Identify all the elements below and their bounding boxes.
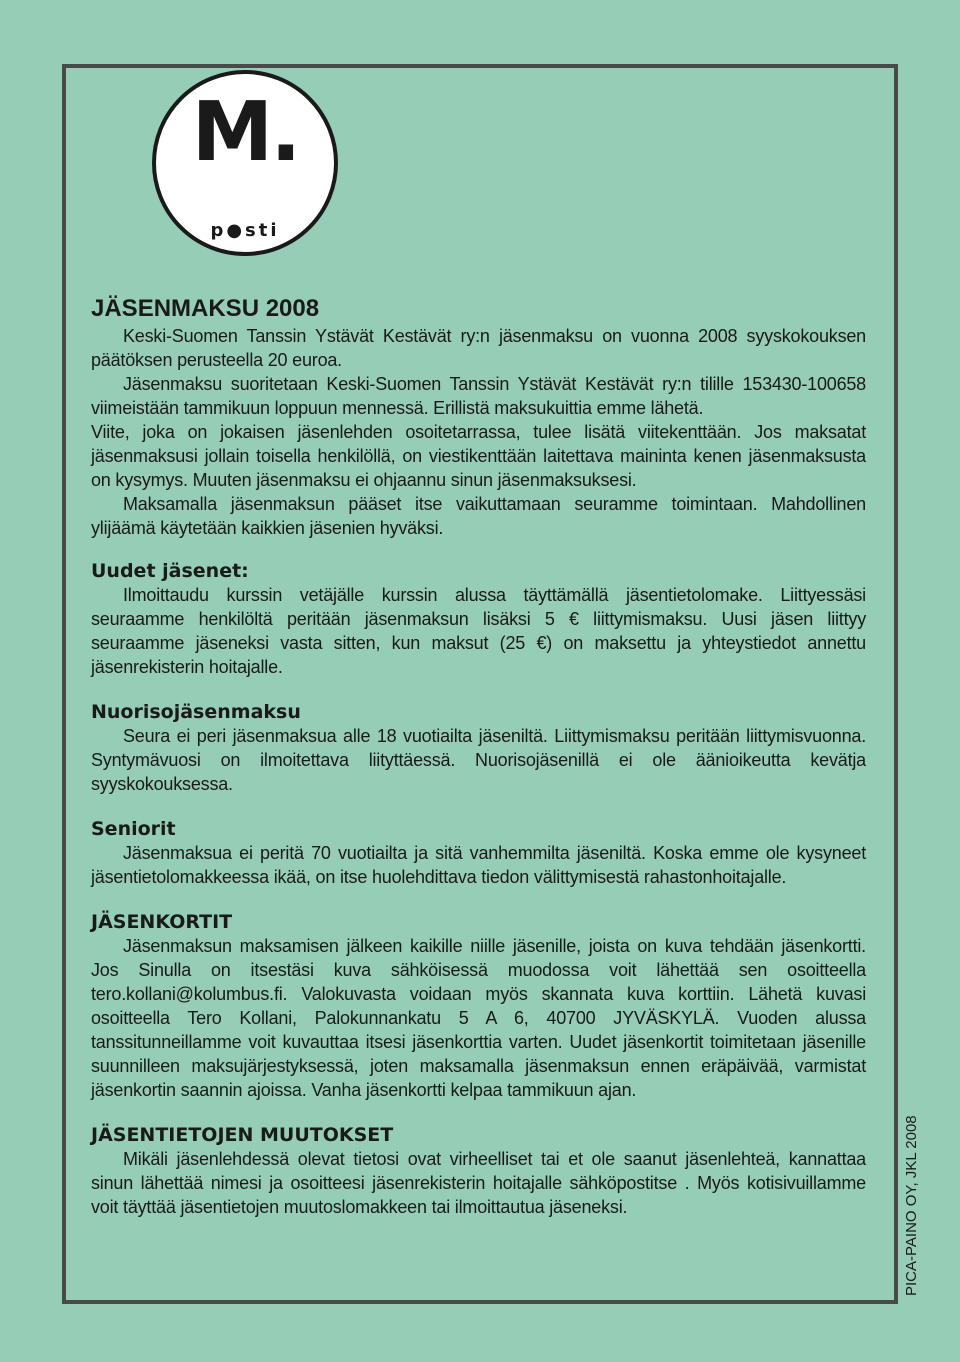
section-title: Seniorit bbox=[91, 818, 176, 840]
paragraph: Jäsenmaksun maksamisen jälkeen kaikille niille jäsenille, joista on kuva tehdään jäsenkortti. Jos Sinulla on itsestäsi kuva sähköisessä muodossa voit lähettää sen osoitteella tero.kollani@kolumbus.fi. Valokuvasta voidaan myös skannata kuva korttiin. Lähetä kuvasi osoitteella Tero Kollani, Palokunnankatu 5 A 6, 40700 JYVÄSKYLÄ. Vuoden alussa tanssitunneillamme voit kuvauttaa itsesi jäsenkorttia varten. Uudet jäsenkortit toimitetaan jäsenille suunnilleen maksujärjestyksessä, joten maksamalla jäsenmaksun ennen eräpäivää, varmistat jäsenkortin saannin ajoissa. Vanha jäsenkortti kelpaa tammikuun ajan. bbox=[91, 936, 866, 1100]
section-info-changes bbox=[91, 1123, 866, 1219]
section-membership-fee bbox=[91, 294, 866, 540]
section-new-members bbox=[91, 559, 866, 679]
section-title: JÄSENKORTIT bbox=[91, 911, 233, 933]
section-member-cards bbox=[91, 910, 866, 1102]
printer-imprint: PICA-PAINO OY, JKL 2008 bbox=[903, 1115, 920, 1296]
section-seniors bbox=[91, 817, 866, 889]
document-body bbox=[91, 294, 866, 1240]
mposti-logo bbox=[152, 70, 338, 256]
paragraph: Viite, joka on jokaisen jäsenlehden osoitetarrassa, tulee lisätä viitekenttään. Jos maksatat jäsenmaksusi jollain toisella henkilöllä, on viestikenttään laitettava maininta kenen jäsenmaksusta on kysymys. Muuten jäsenmaksu ei ohjaannu sinun jäsenmaksuksesi. bbox=[91, 422, 866, 490]
paragraph: Jäsenmaksu suoritetaan Keski-Suomen Tanssin Ystävät Kestävät ry:n tilille 153430-100658 viimeistään tammikuun loppuun mennessä. Erillistä maksukuittia emme lähetä. bbox=[91, 374, 866, 418]
logo-wordmark: p●sti bbox=[210, 220, 280, 241]
paragraph: Jäsenmaksua ei peritä 70 vuotiailta ja sitä vanhemmilta jäseniltä. Koska emme ole kysyneet jäsentietolomakkeessa ikää, on itse huolehdittava tiedon välittymisestä rahastonhoitajalle. bbox=[91, 843, 866, 887]
section-title: Nuorisojäsenmaksu bbox=[91, 701, 301, 723]
section-title: JÄSENMAKSU 2008 bbox=[91, 295, 320, 322]
paragraph: Mikäli jäsenlehdessä olevat tietosi ovat virheelliset tai et ole saanut jäsenlehteä, kannattaa sinun lähettää nimesi ja osoitteesi jäsenrekisterin hoitajalle sähköpostitse . Myös kotisivuillamme voit täyttää jäsentietojen muutoslomakkeen tai ilmoittautua jäseneksi. bbox=[91, 1149, 866, 1217]
section-title: Uudet jäsenet: bbox=[91, 560, 249, 582]
section-youth-fee bbox=[91, 700, 866, 796]
paragraph: Maksamalla jäsenmaksun pääset itse vaikuttamaan seuramme toimintaan. Mahdollinen ylijäämä käytetään kaikkien jäsenien hyväksi. bbox=[91, 494, 866, 538]
paragraph: Seura ei peri jäsenmaksua alle 18 vuotiailta jäseniltä. Liittymismaksu peritään liittymisvuonna. Syntymävuosi on ilmoitettava liityttäessä. Nuorisojäsenillä ei ole äänioikeutta kevätja syyskokouksessa. bbox=[91, 726, 866, 794]
section-title: JÄSENTIETOJEN MUUTOKSET bbox=[91, 1124, 394, 1146]
logo-letter: M. bbox=[191, 85, 299, 180]
paragraph: Ilmoittaudu kurssin vetäjälle kurssin alussa täyttämällä jäsentietolomake. Liittyessäsi seuraamme henkilöltä peritään jäsenmaksun lisäksi 5 € liittymismaksu. Uusi jäsen liittyy seuraamme jäseneksi vasta sitten, kun maksut (25 €) on maksettu ja yhteystiedot annettu jäsenrekisterin hoitajalle. bbox=[91, 585, 866, 677]
paragraph: Keski-Suomen Tanssin Ystävät Kestävät ry:n jäsenmaksu on vuonna 2008 syyskokouksen päätöksen perusteella 20 euroa. bbox=[91, 326, 866, 370]
